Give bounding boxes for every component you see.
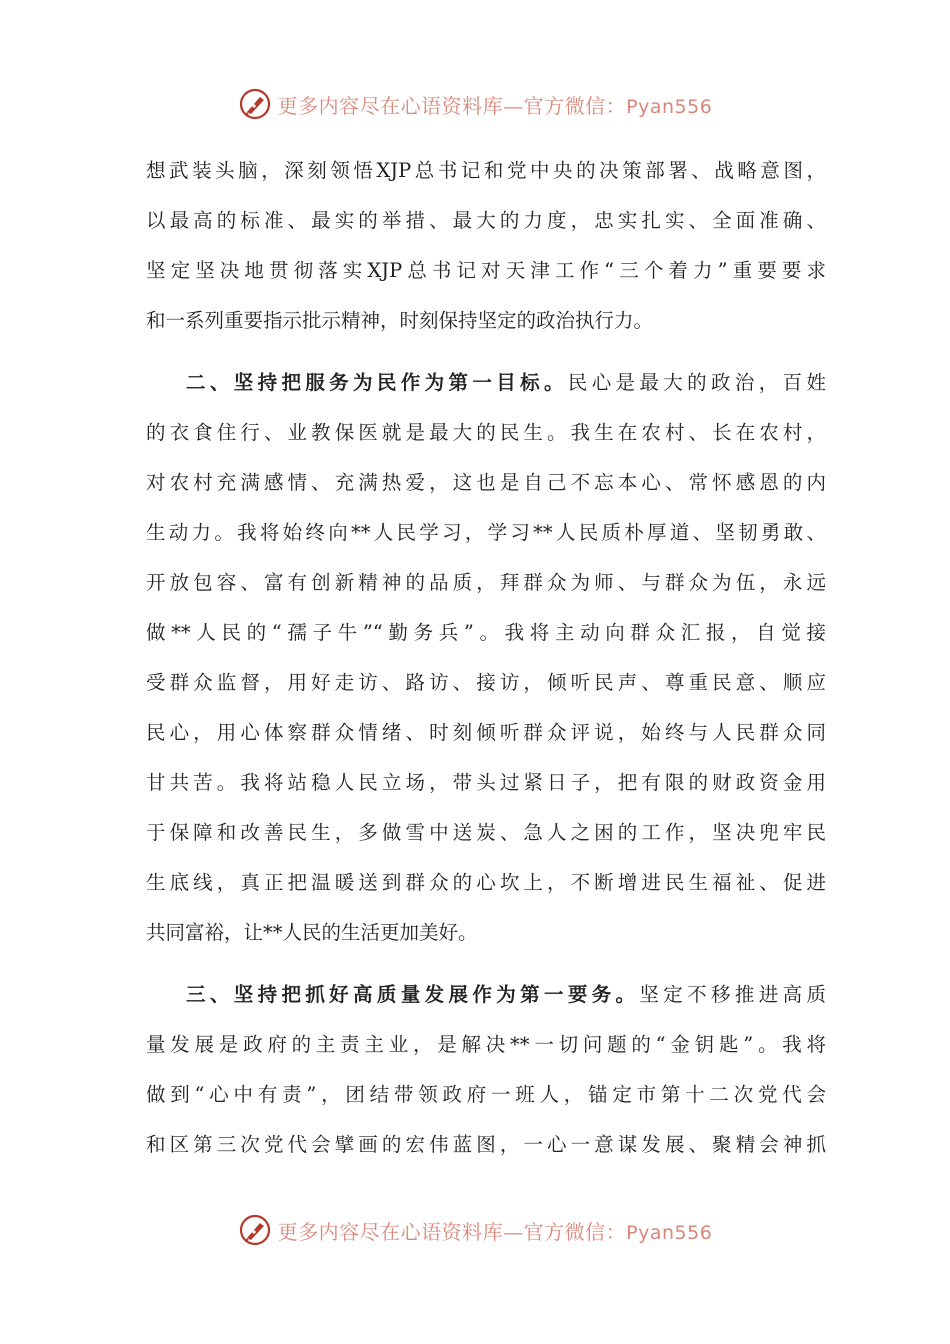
body-line: 做**人民的“孺子牛”“勤务兵”。我将主动向群众汇报，自觉接 [146,621,826,644]
section-three-heading: 三、坚持把抓好高质量发展作为第一要务。 [186,983,640,1006]
body-line: 开放包容、富有创新精神的品质，拜群众为师、与群众为伍，永远 [146,571,826,594]
body-line: 共同富裕，让**人民的生活更加美好。 [146,921,478,944]
section-two-heading: 二、坚持把服务为民作为第一目标。 [186,371,568,394]
section-two-first-line [146,358,826,408]
body-line: 以最高的标准、最实的举措、最大的力度，忠实扎实、全面准确、 [146,209,826,232]
pen-nib-logo-icon [238,87,272,121]
banner-wechat-id: Pyan556 [626,1221,713,1244]
body-line: 甘共苦。我将站稳人民立场，带头过紧日子，把有限的财政资金用 [146,771,826,794]
body-line: 对农村充满感情、充满热爱，这也是自己不忘本心、常怀感恩的内 [146,471,826,494]
footer-banner [0,1210,950,1250]
document-body [146,146,826,1170]
banner-text-cn: 更多内容尽在心语资料库—官方微信： [277,93,627,118]
section-three-first-line-text: 坚定不移推进高质 [639,983,826,1006]
header-banner [0,84,950,124]
section-two-first-line-text: 民心是最大的政治，百姓 [567,371,826,394]
body-line: 和一系列重要指示批示精神，时刻保持坚定的政治执行力。 [146,309,654,332]
banner-wechat-id: Pyan556 [626,95,713,118]
body-line: 坚定坚决地贯彻落实XJP总书记对天津工作“三个着力”重要要求 [146,259,826,282]
pen-nib-logo-icon [238,1213,272,1247]
body-line: 想武装头脑，深刻领悟XJP总书记和党中央的决策部署、战略意图， [146,159,826,182]
body-line: 做到“心中有责”，团结带领政府一班人，锚定市第十二次党代会 [146,1083,826,1106]
body-line: 民心，用心体察群众情绪、时刻倾听群众评说，始终与人民群众同 [146,721,826,744]
body-line: 量发展是政府的主责主业，是解决**一切问题的“金钥匙”。我将 [146,1033,826,1056]
body-line: 的衣食住行、业教保医就是最大的民生。我生在农村、长在农村， [146,421,826,444]
body-line: 受群众监督，用好走访、路访、接访，倾听民声、尊重民意、顺应 [146,671,826,694]
body-line: 生动力。我将始终向**人民学习，学习**人民质朴厚道、坚韧勇敢、 [146,521,826,544]
body-line: 和区第三次党代会擘画的宏伟蓝图，一心一意谋发展、聚精会神抓 [146,1133,826,1156]
body-line: 于保障和改善民生，多做雪中送炭、急人之困的工作，坚决兜牢民 [146,821,826,844]
banner-text [278,90,713,119]
banner-text [278,1216,713,1245]
section-three-first-line [146,970,826,1020]
banner-text-cn: 更多内容尽在心语资料库—官方微信： [277,1219,627,1244]
body-line: 生底线，真正把温暖送到群众的心坎上，不断增进民生福祉、促进 [146,871,826,894]
